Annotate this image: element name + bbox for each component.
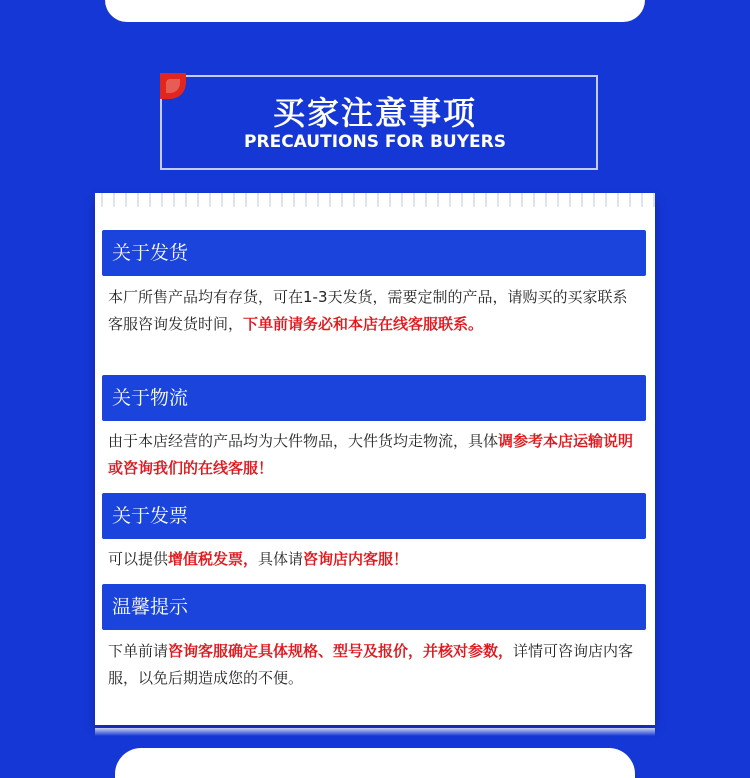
section-heading-logistics: 关于物流 bbox=[102, 375, 646, 421]
section-heading-shipping: 关于发货 bbox=[102, 230, 646, 276]
section-text-tips bbox=[108, 638, 640, 692]
page-subtitle: PRECAUTIONS FOR BUYERS bbox=[244, 132, 506, 152]
section-heading-invoice: 关于发票 bbox=[102, 493, 646, 539]
top-card-edge bbox=[105, 0, 645, 22]
text-part-emphasis: 咨询客服确定具体规格、型号及报价，并核对参数， bbox=[168, 642, 514, 660]
section-heading-tips: 温馨提示 bbox=[102, 584, 646, 630]
section-text-logistics bbox=[108, 428, 640, 482]
text-part: 下单前请 bbox=[108, 642, 169, 660]
text-part-emphasis: 增值税发票， bbox=[168, 550, 259, 568]
text-part: 由于本店经营的产品均为大件物品，大件货均走物流，具体 bbox=[108, 432, 499, 450]
page-title: 买家注意事项 bbox=[272, 94, 477, 132]
section-text-shipping bbox=[108, 284, 640, 338]
text-part: 本厂所售产品均有存货，可在1-3天发货，需要定制的产品，请购买的买家联系客服咨询发货时间， bbox=[108, 288, 628, 333]
text-part: 具体请 bbox=[258, 550, 304, 568]
text-part-emphasis: 咨询店内客服！ bbox=[303, 550, 409, 568]
paper-torn-edge bbox=[95, 193, 655, 207]
text-part-emphasis: 下单前请务必和本店在线客服联系。 bbox=[243, 315, 484, 333]
bottom-card-edge bbox=[115, 748, 635, 778]
text-part: 详情可咨询店内客服，以免后期造成您的不便。 bbox=[108, 642, 634, 687]
text-part: 可以提供 bbox=[108, 550, 169, 568]
section-text-invoice bbox=[108, 546, 640, 573]
paper-shadow bbox=[95, 728, 655, 736]
text-part-emphasis: 调参考本店运输说明或咨询我们的在线客服！ bbox=[108, 432, 634, 477]
